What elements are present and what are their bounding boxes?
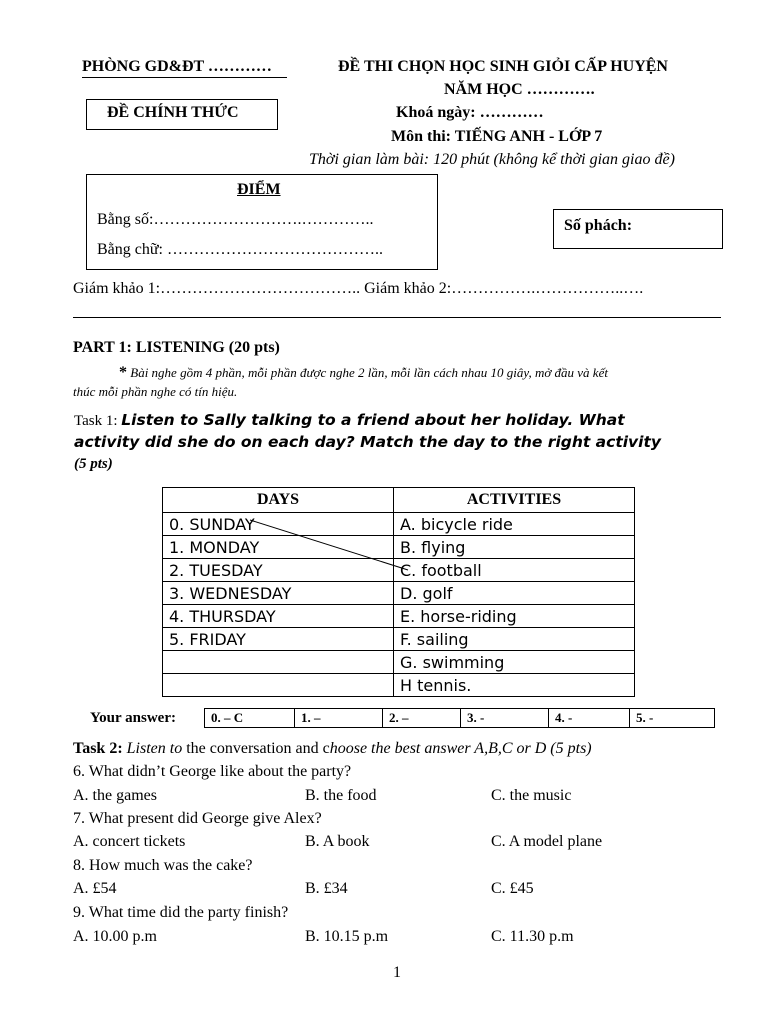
answer-cell[interactable]: 3. - [461, 709, 549, 728]
exam-date: Khoá ngày: ………… [396, 104, 544, 121]
answer-cell[interactable]: 5. - [630, 709, 715, 728]
task2-instr-part2: the conversation and c [182, 740, 330, 757]
so-phach-label: Số phách: [564, 217, 633, 234]
days-header: DAYS [163, 488, 394, 513]
page-number: 1 [393, 964, 401, 981]
q9-option-c[interactable]: C. 11.30 p.m [491, 928, 574, 945]
question-9: 9. What time did the party finish? [73, 904, 289, 921]
note-text: Bài nghe gồm 4 phần, mỗi phần được nghe 2 lần, mỗi lần cách nhau 10 giây, mở đầu và kết [127, 365, 608, 380]
task1-instruction-text1: Listen to Sally talking to a friend about her holiday. What [121, 411, 625, 429]
exam-subject: Môn thi: TIẾNG ANH - LỚP 7 [391, 128, 603, 145]
q9-option-a[interactable]: A. 10.00 p.m [73, 928, 157, 945]
question-7: 7. What present did George give Alex? [73, 810, 322, 827]
day-cell: 4. THURSDAY [163, 605, 394, 628]
task2-instr-part3: hoose the best answer A,B,C or D (5 pts) [329, 740, 592, 757]
answer-cell[interactable]: 2. – [383, 709, 461, 728]
answer-cell[interactable]: 1. – [295, 709, 383, 728]
official-label: ĐỀ CHÍNH THỨC [107, 104, 239, 121]
day-cell: 3. WEDNESDAY [163, 582, 394, 605]
task1-instruction-line2: activity did she do on each day? Match the day to the right activity [74, 433, 661, 451]
answer-table [204, 708, 715, 728]
answer-table-wrap [204, 708, 715, 728]
q6-option-a[interactable]: A. the games [73, 787, 157, 804]
q8-option-c[interactable]: C. £45 [491, 880, 534, 897]
task1-label: Task 1: [74, 413, 118, 429]
task2-instr-part1: Listen to [122, 740, 183, 757]
exam-title: ĐỀ THI CHỌN HỌC SINH GIỎI CẤP HUYỆN [338, 58, 668, 75]
score-in-numbers: Bằng số:……………………….………….. [97, 211, 374, 228]
task2-label: Task 2: [73, 740, 123, 757]
task1-points: (5 pts) [74, 456, 113, 472]
part1-title: PART 1: LISTENING (20 pts) [73, 339, 280, 356]
activity-cell: G. swimming [394, 651, 635, 674]
activity-cell: B. flying [394, 536, 635, 559]
activity-cell: E. horse-riding [394, 605, 635, 628]
score-title: ĐIỂM [237, 181, 281, 198]
q6-option-b[interactable]: B. the food [305, 787, 377, 804]
your-answer-label: Your answer: [90, 710, 176, 726]
activity-cell: F. sailing [394, 628, 635, 651]
activity-cell: D. golf [394, 582, 635, 605]
answer-cell[interactable]: 4. - [549, 709, 630, 728]
day-cell: 1. MONDAY [163, 536, 394, 559]
q7-option-c[interactable]: C. A model plane [491, 833, 603, 850]
day-cell: 0. SUNDAY [163, 513, 394, 536]
department-label: PHÒNG GD&ĐT ………… [82, 58, 272, 75]
activity-cell: A. bicycle ride [394, 513, 635, 536]
answer-cell: 0. – C [205, 709, 295, 728]
activity-cell: H tennis. [394, 674, 635, 697]
part1-note-line2: thúc mỗi phần nghe có tín hiệu. [73, 384, 238, 399]
q8-option-a[interactable]: A. £54 [73, 880, 117, 897]
examiners-line: Giám khảo 1:……………………………….. Giám khảo 2:…………….……………..…. [73, 280, 644, 297]
answer-row [205, 709, 715, 728]
activity-cell: C. football [394, 559, 635, 582]
note-star: * [119, 364, 127, 381]
school-year: NĂM HỌC …………. [444, 81, 595, 98]
q6-option-c[interactable]: C. the music [491, 787, 572, 804]
q9-option-b[interactable]: B. 10.15 p.m [305, 928, 389, 945]
q8-option-b[interactable]: B. £34 [305, 880, 348, 897]
exam-duration: Thời gian làm bài: 120 phút (không kể thời gian giao đề) [309, 151, 675, 168]
activities-header: ACTIVITIES [394, 488, 635, 513]
score-in-words: Bằng chữ: ………………………………….. [97, 241, 383, 258]
question-6: 6. What didn’t George like about the party? [73, 763, 352, 780]
q7-option-a[interactable]: A. concert tickets [73, 833, 186, 850]
question-8: 8. How much was the cake? [73, 857, 253, 874]
q7-option-b[interactable]: B. A book [305, 833, 370, 850]
day-cell: 2. TUESDAY [163, 559, 394, 582]
task2-instruction [73, 740, 592, 758]
day-cell: 5. FRIDAY [163, 628, 394, 651]
